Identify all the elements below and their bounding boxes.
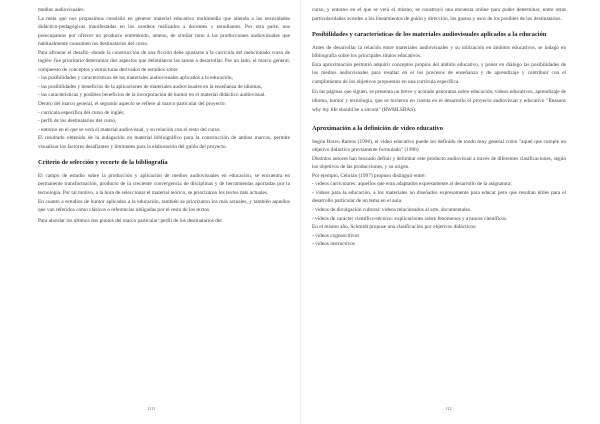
page-number: 1111: [147, 406, 156, 411]
paragraph: Según Bravo Ramos (1996), el video educativo puede ser definido de modo muy general como "aquel que cumple un objetivo didáctico previamente formulado" (1996): [312, 138, 566, 154]
list-item: - currícula específica del curso de inglés,: [38, 109, 125, 116]
list-item: - videos de divulgación cultural: videos relacionados al arte, documentales.: [312, 207, 472, 214]
paragraph: curso, y entorno en el que se verá el mismo, se construyó una encuesta online para poder determinar, entre otras particularidades acordes a los lineamientos de guión y dirección, los gustos y usos de los posibles de los destinatarios.: [312, 7, 566, 22]
list-item: - videos curriculares: aquellos que eran adaptados expresamente al desarrollo de la asignatura;: [312, 181, 512, 188]
paragraph: El resultado obtenido de la indagación en material bibliográfico para la construcción de ambos marcos, permite visualizar los factores desafiantes y limitantes para la elaboración del guión del proyecto.: [38, 135, 290, 150]
paragraph: En las páginas que siguen, se presenta un breve y acotado panorama sobre educación, videos educativos, aprendizaje de idioma, humor y tecnología, que se tuvieron en cuenta en el desarrollo el proyecto audiovisual y educativo "Reasons why my life should be a sitcom" (RWMLSBAS).: [312, 89, 566, 113]
paragraph: Antes de desarrollar la relación entre materiales audiovisuales y su utilización en ámbitos educativos, se indagó en bibliografía sobre los principales títulos educativos.: [312, 44, 566, 60]
right-page: [300, 0, 600, 424]
paragraph: Distintos autores han buscado definir y delimitar este producto audiovisual a través de diferentes clasificaciones, según los objetivos de las producciones, y su origen.: [312, 155, 566, 171]
list-item: - entorno en el que se verá el material audiovisual, y su relación con el resto del curso.: [38, 126, 221, 133]
paragraph: Para abordar los últimos dos puntos del marco particular: perfil de los destinatarios del: [38, 217, 222, 224]
list-item: - videos cognoscitivos: [312, 232, 360, 239]
list-item: - videos para la educación, a los materiales no diseñados expresamente para educar pero que resultan útiles para el desarrollo particular de un tema en el aula.: [312, 189, 566, 205]
paragraph: Por ejemplo, Cebrián (1997) propuso distinguir entre:: [312, 172, 427, 179]
list-item: - las posibilidades y beneficios de la aplicaciones de materiales audiovisuales en la enseñanza de idiomas,: [38, 83, 263, 90]
paragraph: Esta aproximación permitió adquirir conceptos propios del ámbito educativo, y poner en diálogo las posibilidades de los medios audiovisuales para resaltar en el los procesos de enseñanza y de aprendizaje y contribuir con el cumplimiento de los objetivos propuestos en una currícula específica.: [312, 61, 566, 85]
section-heading: Aproximación a la definición de video educativo: [312, 125, 443, 133]
list-item: - videos de carácter científico-técnico: explicaciones sobre fenómenos y avances científicos.: [312, 215, 508, 222]
section-heading: Posibilidades y características de los materiales audiovisuales aplicados a la educación: [312, 31, 547, 39]
list-item: - perfil de los destinatarios del curso,: [38, 118, 117, 125]
paragraph: Para afrontar el desafío -donde la construcción de una ficción debe ajustarse a la currícula del mencionado curso de inglés- fue prioritario determinar dos aspectos que delimitaron las tareas a desarrollar. Por un lado, el marco general, compuesto de conceptos y estructuras derivados de estudios sobre: [38, 49, 290, 73]
paragraph: En cuanto a estudios de humor aplicados a la educación, también se priorizaron los más actuales, y también aquellos que van referidos como clásicos o referencias obligadas por el resto de los textos.: [38, 198, 290, 214]
paragraph: La meta que nos propusimos consistió en generar material educativo multimedia que atienda a las necesidades didáctico-pedagógicas manifestadas en los sondeos realizados a docentes y estudiantes. Por otra parte, nos preocupamos por ofrecer un producto entretenido, ameno, de similar tono a las producciones audiovisuales que habitualmente consumen los destinatarios del curso.: [38, 15, 290, 48]
paragraph: Dentro del marco general, el segundo aspecto se refiere al marco particular del proyecto:: [38, 101, 226, 108]
list-item: - las características y posibles beneficios de la incorporación de humor en el material didáctico audiovisual.: [38, 92, 266, 99]
list-item: - las posibilidades y características de los materiales audiovisuales aplicados a la educación,: [38, 75, 233, 82]
section-heading: Criterio de selección y recorte de la bibliografía: [38, 159, 168, 167]
paragraph: medios audiovisuales.: [38, 7, 85, 13]
paragraph: En el mismo año, Schmidt propuse una clasificación por objetivos didácticos:: [312, 224, 477, 231]
page-number: 112: [445, 406, 452, 411]
paragraph: El campo de estudio sobre la producción y aplicación de medios audiovisuales en educación, se encuentra en permanente transformación, producto de la creciente convergencia de disciplinas y de herramientas aportadas por la tecnología. Por tal motivo, a la hora de seleccionar el material teórico, se priorizaron los textos más actuales.: [38, 172, 290, 196]
list-item: - videos instructivos: [312, 241, 355, 248]
